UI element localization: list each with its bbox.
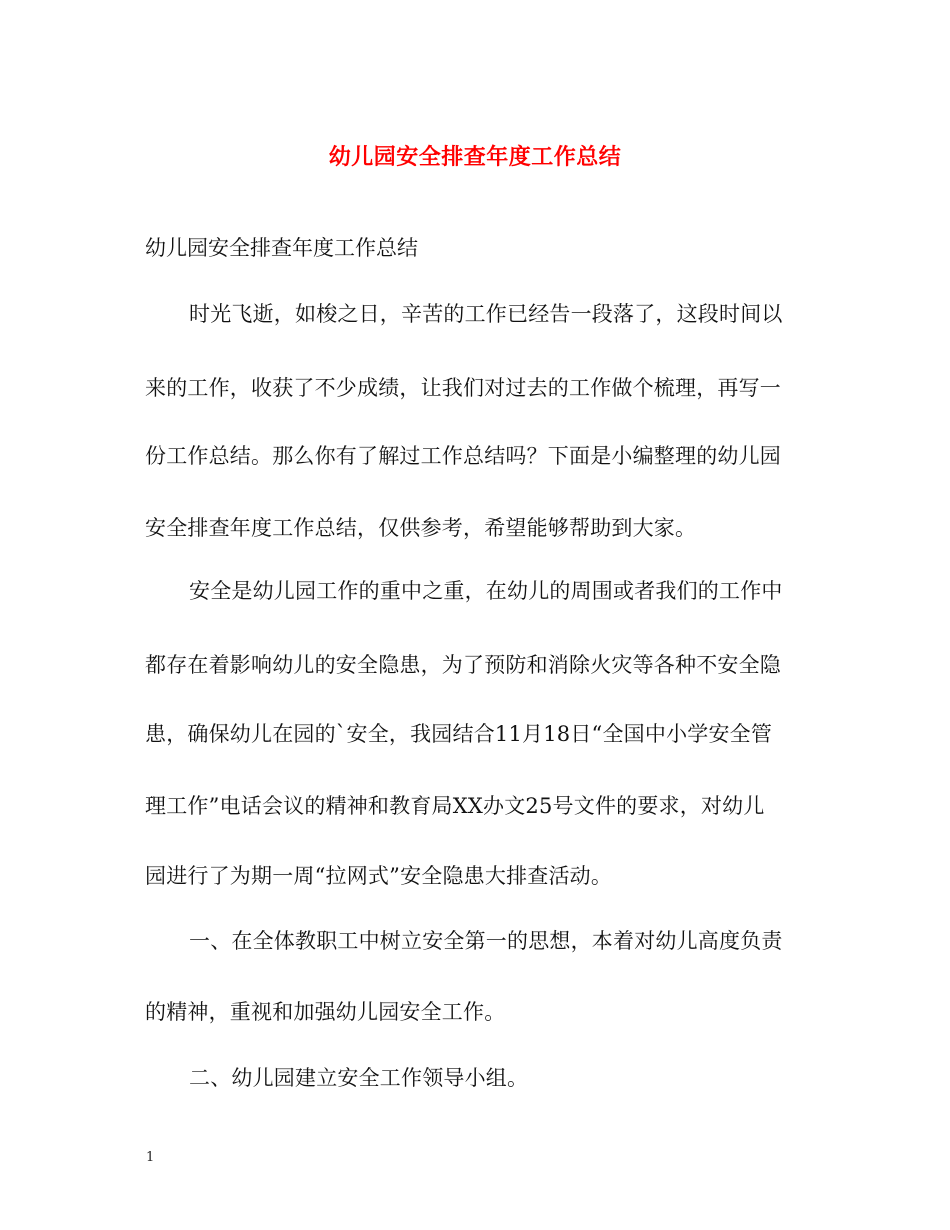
paragraph-2-line-1: 安全是幼儿园工作的重中之重，在幼儿的周围或者我们的工作中	[189, 579, 783, 603]
paragraph-2-line-4: 理工作”电话会议的精神和教育局XX办文25号文件的要求，对幼儿	[145, 794, 765, 818]
paragraph-2-line-2: 都存在着影响幼儿的安全隐患，为了预防和消除火灾等各种不安全隐	[145, 653, 781, 677]
paragraph-3-line-2: 的精神，重视和加强幼儿园安全工作。	[145, 1000, 506, 1024]
paragraph-1-line-1: 时光飞逝，如梭之日，辛苦的工作已经告一段落了，这段时间以	[189, 302, 783, 326]
paragraph-2-line-3: 患，确保幼儿在园的`安全，我园结合11月18日“全国中小学安全管	[145, 722, 773, 746]
paragraph-1-line-2: 来的工作，收获了不少成绩，让我们对过去的工作做个梳理，再写一	[145, 376, 781, 400]
document-subtitle: 幼儿园安全排查年度工作总结	[145, 236, 418, 260]
paragraph-1-line-4: 安全排查年度工作总结，仅供参考，希望能够帮助到大家。	[145, 516, 697, 540]
document-title: 幼儿园安全排查年度工作总结	[328, 144, 622, 170]
paragraph-1-line-3: 份工作总结。那么你有了解过工作总结吗？下面是小编整理的幼儿园	[145, 444, 781, 468]
page-number: 1	[146, 1150, 155, 1165]
paragraph-3-line-1: 一、在全体教职工中树立安全第一的思想，本着对幼儿高度负责	[189, 929, 783, 953]
paragraph-2-line-5: 园进行了为期一周“拉网式”安全隐患大排查活动。	[145, 864, 613, 888]
paragraph-4-line-1: 二、幼儿园建立安全工作领导小组。	[189, 1066, 529, 1090]
